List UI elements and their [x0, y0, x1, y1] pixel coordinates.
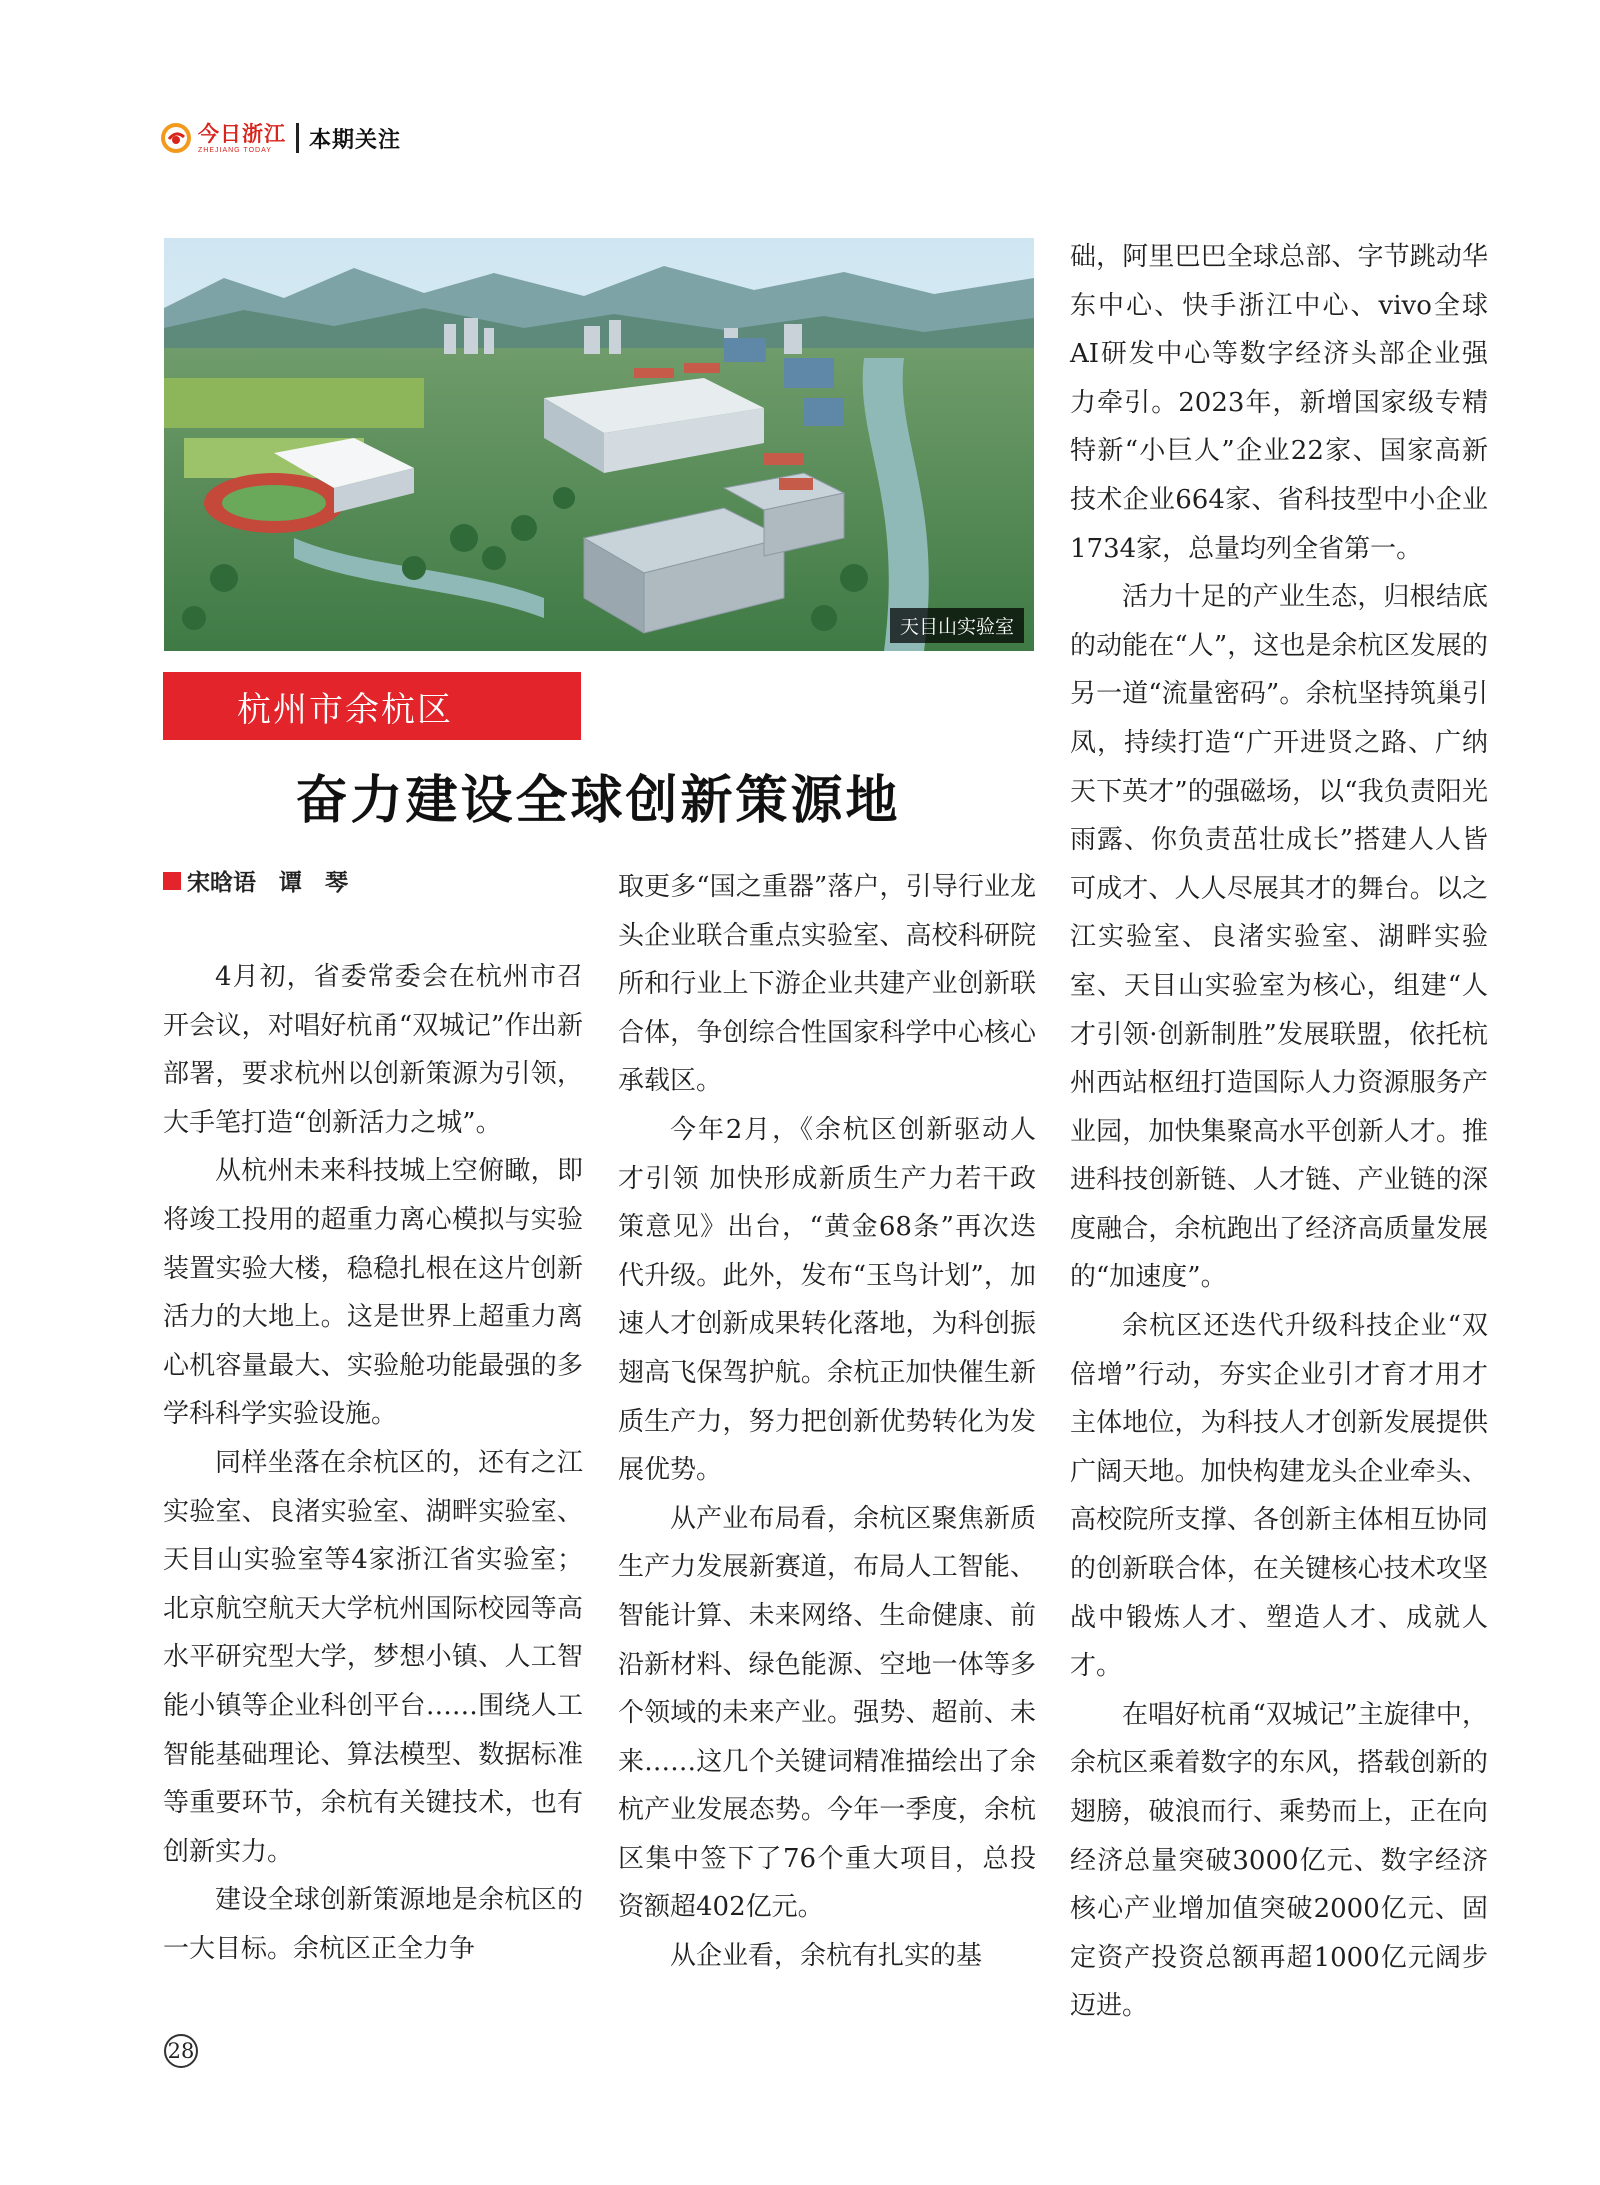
logo-english-text: ZHEJIANG TODAY: [198, 146, 272, 154]
photo-caption: 天目山实验室: [890, 608, 1024, 643]
section-title: 本期关注: [309, 126, 402, 152]
page-number: 28: [164, 2034, 198, 2068]
article-column-1: [163, 953, 583, 1973]
magazine-logo: [160, 122, 286, 154]
paragraph: 活力十足的产业生态，归根结底的动能在“人”，这也是余杭区发展的另一道“流量密码”。余杭坚持筑巢引凤，持续打造“广开进贤之路、广纳天下英才”的强磁场，以“我负责阳光雨露、你负责茁壮成长”搭建人人皆可成才、人人尽展其才的舞台。以之江实验室、良渚实验室、湖畔实验室、天目山实验室为核心，组建“人才引领·创新制胜”发展联盟，依托杭州西站枢纽打造国际人力资源服务产业园，加快集聚高水平创新人才。推进科技创新链、人才链、产业链的深度融合，余杭跑出了经济高质量发展的“加速度”。: [1070, 582, 1488, 1293]
paragraph: 建设全球创新策源地是余杭区的一大目标。余杭区正全力争: [163, 1885, 583, 1964]
aerial-photo-tianmushan-lab: [164, 238, 1034, 651]
paragraph: 从杭州未来科技城上空俯瞰，即将竣工投用的超重力离心模拟与实验装置实验大楼，稳稳扎根在这片创新活力的大地上。这是世界上超重力离心机容量最大、实验舱功能最强的多学科科学实验设施。: [163, 1156, 583, 1430]
paragraph: 今年2月，《余杭区创新驱动人才引领 加快形成新质生产力若干政策意见》出台，“黄金68条”再次迭代升级。此外，发布“玉鸟计划”，加速人才创新成果转化落地，为科创振翅高飞保驾护航。余杭正加快催生新质生产力，努力把创新优势转化为发展优势。: [618, 1114, 1036, 1486]
magazine-header: [160, 118, 401, 158]
zhejiang-today-logo-icon: [160, 122, 192, 154]
author-names: 宋晗语 谭 琴: [187, 869, 348, 895]
article-column-2: [618, 863, 1036, 1981]
aerial-photo-illustration: [164, 238, 1034, 651]
paragraph: 4月初，省委常委会在杭州市召开会议，对唱好杭甬“双城记”作出新部署，要求杭州以创新策源为引领，大手笔打造“创新活力之城”。: [163, 962, 583, 1138]
article-column-3: [1070, 233, 1488, 2031]
logo-chinese-text: 今日浙江: [198, 120, 286, 146]
paragraph-continued: 取更多“国之重器”落户，引导行业龙头企业联合重点实验室、高校科研院所和行业上下游企业共建产业创新联合体，争创综合性国家科学中心核心承载区。: [618, 872, 1036, 1097]
red-square-icon: [163, 872, 181, 890]
article-title: 奋力建设全球创新策源地: [295, 770, 901, 831]
paragraph: 从产业布局看，余杭区聚焦新质生产力发展新赛道，布局人工智能、智能计算、未来网络、生命健康、前沿新材料、绿色能源、空地一体等多个领域的未来产业。强势、超前、未来……这几个关键词精准描绘出了余杭产业发展态势。今年一季度，余杭区集中签下了76个重大项目，总投资额超402亿元。: [618, 1503, 1036, 1923]
paragraph: 同样坐落在余杭区的，还有之江实验室、良渚实验室、湖畔实验室、天目山实验室等4家浙江省实验室；北京航空航天大学杭州国际校园等高水平研究型大学，梦想小镇、人工智能小镇等企业科创平台……围绕人工智能基础理论、算法模型、数据标准等重要环节，余杭有关键技术，也有创新实力。: [163, 1447, 583, 1867]
paragraph-continued: 础，阿里巴巴全球总部、字节跳动华东中心、快手浙江中心、vivo全球AI研发中心等数字经济头部企业强力牵引。2023年，新增国家级专精特新“小巨人”企业22家、国家高新技术企业664家、省科技型中小企业1734家，总量均列全省第一。: [1070, 242, 1488, 564]
region-banner: 杭州市余杭区: [163, 672, 581, 740]
paragraph: 余杭区还迭代升级科技企业“双倍增”行动，夯实企业引才育才用才主体地位，为科技人才创新发展提供广阔天地。加快构建龙头企业牵头、高校院所支撑、各创新主体相互协同的创新联合体，在关键核心技术攻坚战中锻炼人才、塑造人才、成就人才。: [1070, 1311, 1488, 1682]
byline: [163, 864, 348, 897]
header-divider: [296, 123, 299, 153]
paragraph: 在唱好杭甬“双城记”主旋律中，余杭区乘着数字的东风，搭载创新的翅膀，破浪而行、乘势而上，正在向经济总量突破3000亿元、数字经济核心产业增加值突破2000亿元、固定资产投资总额再超1000亿元阔步迈进。: [1070, 1699, 1488, 2022]
paragraph: 从企业看，余杭有扎实的基: [670, 1941, 983, 1972]
